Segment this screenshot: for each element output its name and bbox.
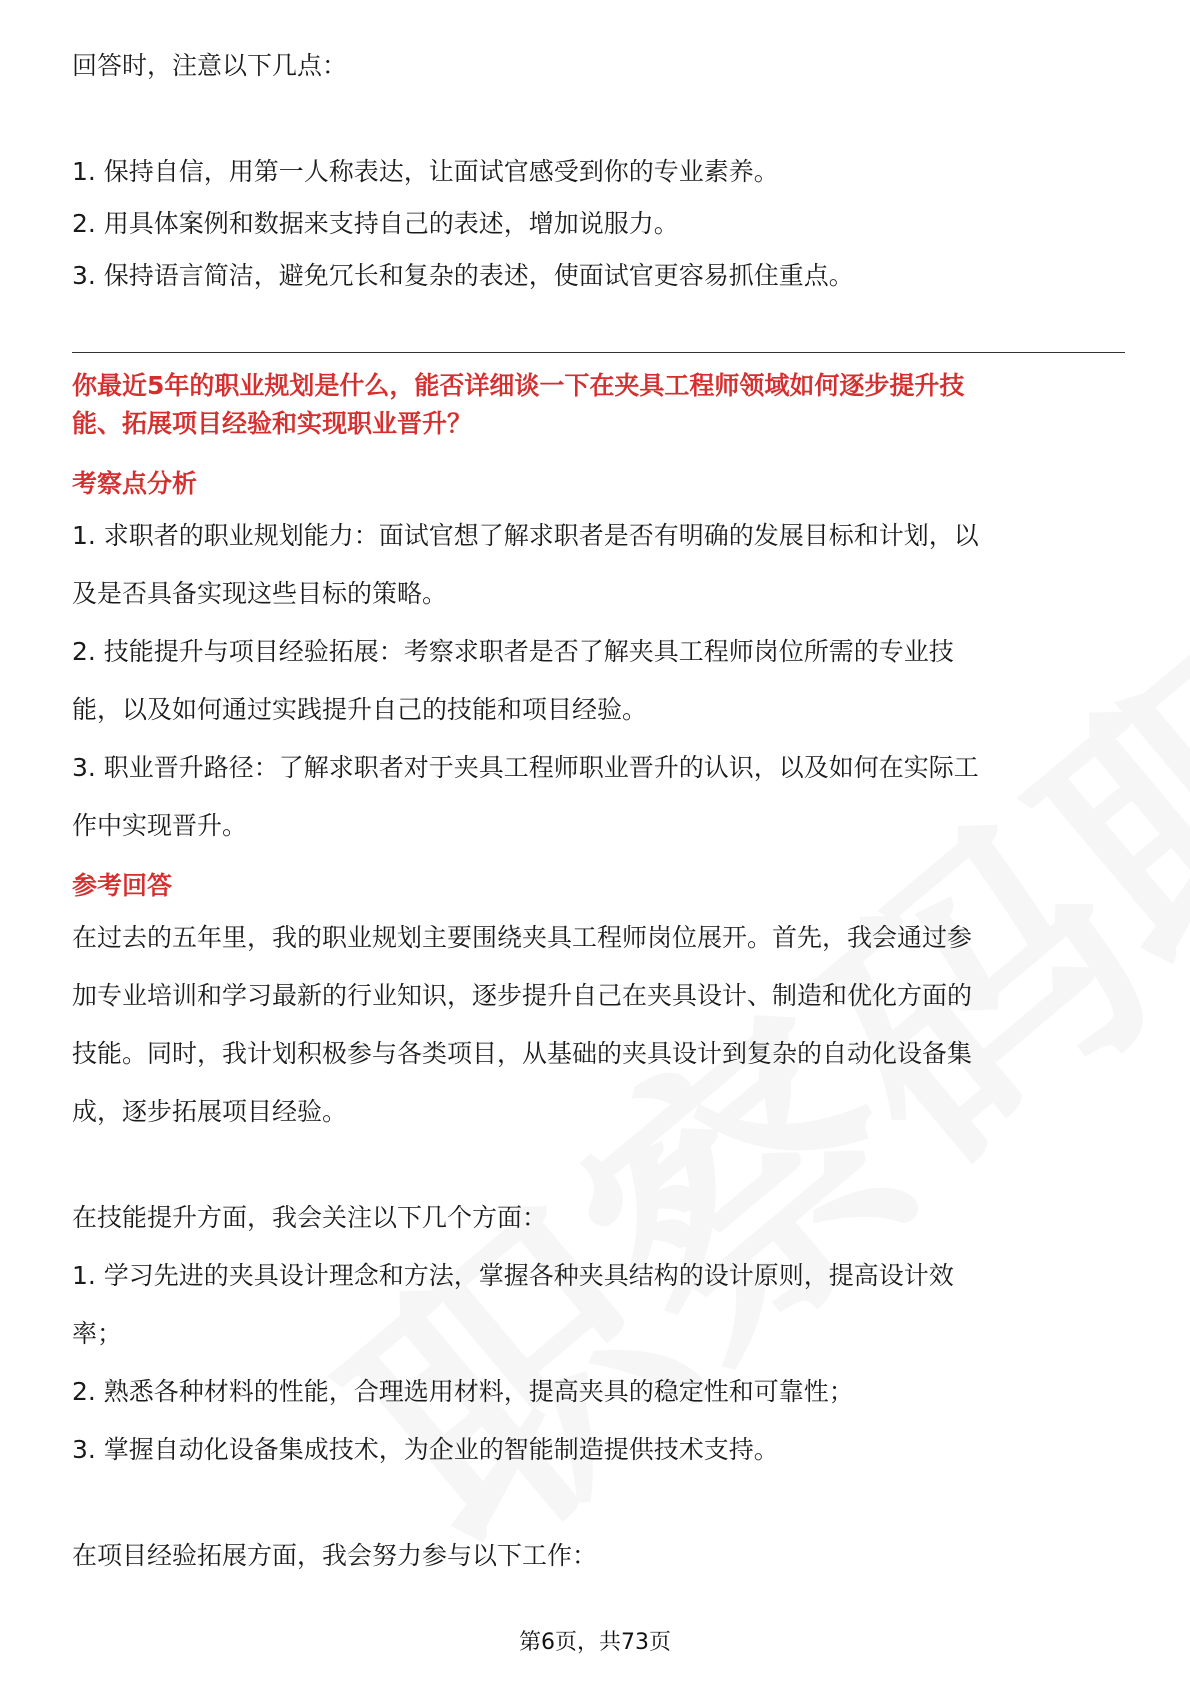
answer-paragraph-line: 加专业培训和学习最新的行业知识，逐步提升自己在夹具设计、制造和优化方面的 [72, 981, 973, 1010]
intro-item: 2. 用具体案例和数据来支持自己的表述，增加说服力。 [72, 209, 679, 238]
intro-heading: 回答时，注意以下几点： [72, 51, 348, 80]
analysis-line: 3. 职业晋升路径：了解求职者对于夹具工程师职业晋升的认识，以及如何在实际工 [72, 753, 979, 782]
projects-heading: 在项目经验拓展方面，我会努力参与以下工作： [72, 1541, 598, 1570]
analysis-line: 及是否具备实现这些目标的策略。 [72, 579, 448, 608]
answer-title: 参考回答 [72, 871, 173, 900]
intro-item: 1. 保持自信，用第一人称表达，让面试官感受到你的专业素养。 [72, 157, 779, 186]
question-title: 能、拓展项目经验和实现职业晋升？ [72, 409, 473, 438]
skills-item: 率； [72, 1319, 123, 1348]
skills-item: 3. 掌握自动化设备集成技术，为企业的智能制造提供技术支持。 [72, 1435, 779, 1464]
answer-paragraph-line: 在过去的五年里，我的职业规划主要围绕夹具工程师岗位展开。首先，我会通过参 [72, 923, 973, 952]
answer-paragraph-line: 成，逐步拓展项目经验。 [72, 1097, 348, 1126]
skills-item: 1. 学习先进的夹具设计理念和方法，掌握各种夹具结构的设计原则，提高设计效 [72, 1261, 954, 1290]
page-footer: 第6页，共73页 [519, 1630, 671, 1655]
analysis-line: 2. 技能提升与项目经验拓展：考察求职者是否了解夹具工程师岗位所需的专业技 [72, 637, 954, 666]
section-divider [72, 352, 1125, 353]
analysis-line: 作中实现晋升。 [72, 811, 248, 840]
skills-item: 2. 熟悉各种材料的性能，合理选用材料，提高夹具的稳定性和可靠性； [72, 1377, 854, 1406]
analysis-line: 能，以及如何通过实践提升自己的技能和项目经验。 [72, 695, 648, 724]
question-title: 你最近5年的职业规划是什么，能否详细谈一下在夹具工程师领域如何逐步提升技 [72, 371, 965, 400]
answer-paragraph-line: 技能。同时，我计划积极参与各类项目，从基础的夹具设计到复杂的自动化设备集 [72, 1039, 973, 1068]
analysis-title: 考察点分析 [72, 469, 198, 498]
skills-heading: 在技能提升方面，我会关注以下几个方面： [72, 1203, 548, 1232]
intro-item: 3. 保持语言简洁，避免冗长和复杂的表述，使面试官更容易抓住重点。 [72, 261, 854, 290]
analysis-line: 1. 求职者的职业规划能力：面试官想了解求职者是否有明确的发展目标和计划，以 [72, 521, 979, 550]
